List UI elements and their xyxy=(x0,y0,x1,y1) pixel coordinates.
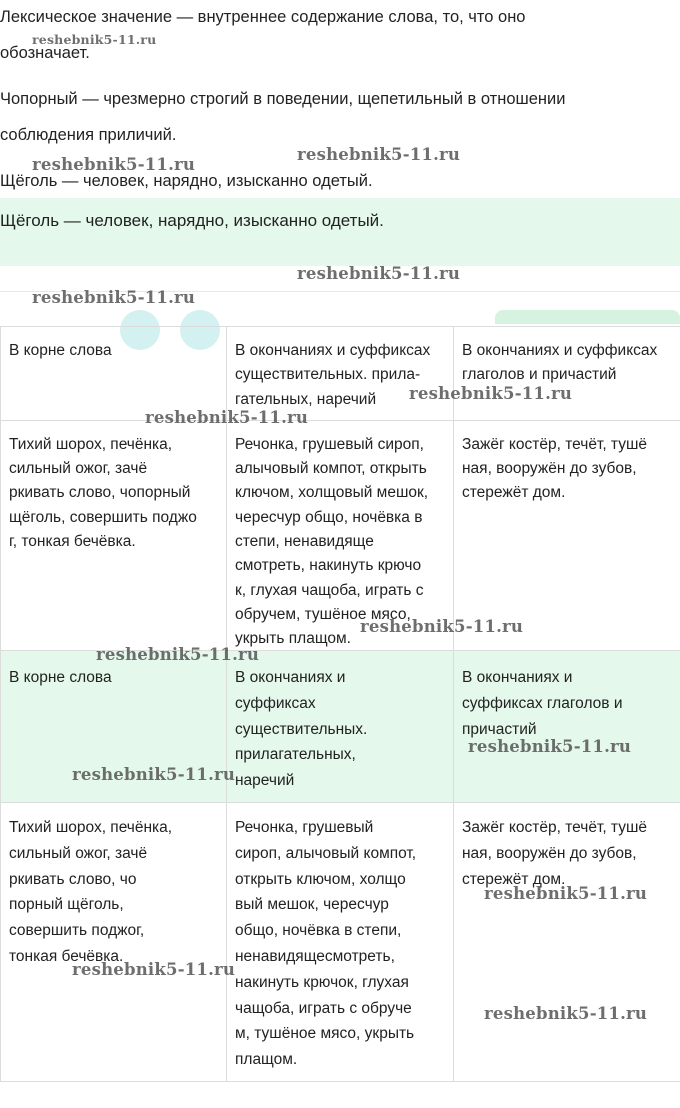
intro-line-1: Лексическое значение — внутреннее содержание слова, то, что оно xyxy=(0,8,526,26)
table-row xyxy=(1,802,680,1081)
intro-line-2: обозначает. xyxy=(0,44,90,62)
watermark: reshebnik5-11.ru xyxy=(360,617,524,636)
header-root: В корне слова xyxy=(1,327,227,421)
header-root: В корне слова xyxy=(1,651,227,803)
watermark: reshebnik5-11.ru xyxy=(297,264,461,283)
cell-root-examples: Тихий шорох, печёнка, сильный ожог, зачё ркивать слово, чо порный щёголь, совершить поджог, тонкая бечёвка. xyxy=(1,802,227,1081)
header-noun-adjective-adverb: В окончаниях и суффиксах существительных. прилагательных, наречий xyxy=(227,651,454,803)
definition-shchegol: Щёголь — человек, нарядно, изысканно одетый. xyxy=(0,172,373,190)
decor-tab-shape xyxy=(495,310,680,324)
watermark: reshebnik5-11.ru xyxy=(145,408,309,427)
table-header-row xyxy=(1,327,680,421)
cell-root-examples: Тихий шорох, печёнка, сильный ожог, зачё ркивать слово, чопорный щёголь, совершить поджо г, тонкая бечёвка. xyxy=(1,420,227,660)
cell-noun-examples: Речонка, грушевый сироп, алычовый компот, открыть ключом, холщовый мешок, чересчур общо, ночёвка в степи, ненавидяще смотреть, накинуть крючо к, глухая чащоба, играть с обручем, тушёное мясо, укрыть плащом. xyxy=(227,420,454,660)
watermark: reshebnik5-11.ru xyxy=(72,765,236,784)
definition-chopornyi-line-1: Чопорный — чрезмерно строгий в поведении, щепетильный в отношении xyxy=(0,90,566,108)
header-verb-participle: В окончаниях и суффиксах глаголов и причастий xyxy=(454,651,680,803)
highlighted-answer-text: Щёголь — человек, нарядно, изысканно одетый. xyxy=(0,211,384,230)
watermark: reshebnik5-11.ru xyxy=(72,960,236,979)
highlighted-answer-block xyxy=(0,198,680,266)
watermark: reshebnik5-11.ru xyxy=(484,1004,648,1023)
watermark: reshebnik5-11.ru xyxy=(297,145,461,164)
header-noun-adjective-adverb: В окончаниях и суффиксах существительных. прила- гательных, наречий xyxy=(227,327,454,421)
watermark: reshebnik5-11.ru xyxy=(32,288,196,307)
table-row xyxy=(1,420,680,660)
header-verb-participle: В окончаниях и суффиксах глаголов и причастий xyxy=(454,327,680,421)
watermark: reshebnik5-11.ru xyxy=(32,32,157,47)
watermark: reshebnik5-11.ru xyxy=(96,645,260,664)
watermark: reshebnik5-11.ru xyxy=(484,884,648,903)
cell-verb-examples: Зажёг костёр, течёт, тушё ная, вооружён до зубов, стережёт дом. xyxy=(454,802,680,1081)
watermark: reshebnik5-11.ru xyxy=(409,384,573,403)
definition-chopornyi-line-2: соблюдения приличий. xyxy=(0,126,177,144)
watermark: reshebnik5-11.ru xyxy=(468,737,632,756)
spelling-table-original xyxy=(0,326,680,661)
watermark: reshebnik5-11.ru xyxy=(32,155,196,174)
cell-verb-examples: Зажёг костёр, течёт, тушё ная, вооружён до зубов, стережёт дом. xyxy=(454,420,680,660)
cell-noun-examples: Речонка, грушевый сироп, алычовый компот, открыть ключом, холщо вый мешок, чересчур общо, ночёвка в степи, ненавидящесмотреть, накинуть крючок, глухая чащоба, играть с обруче м, тушёное мясо, укрыть плащом. xyxy=(227,802,454,1081)
